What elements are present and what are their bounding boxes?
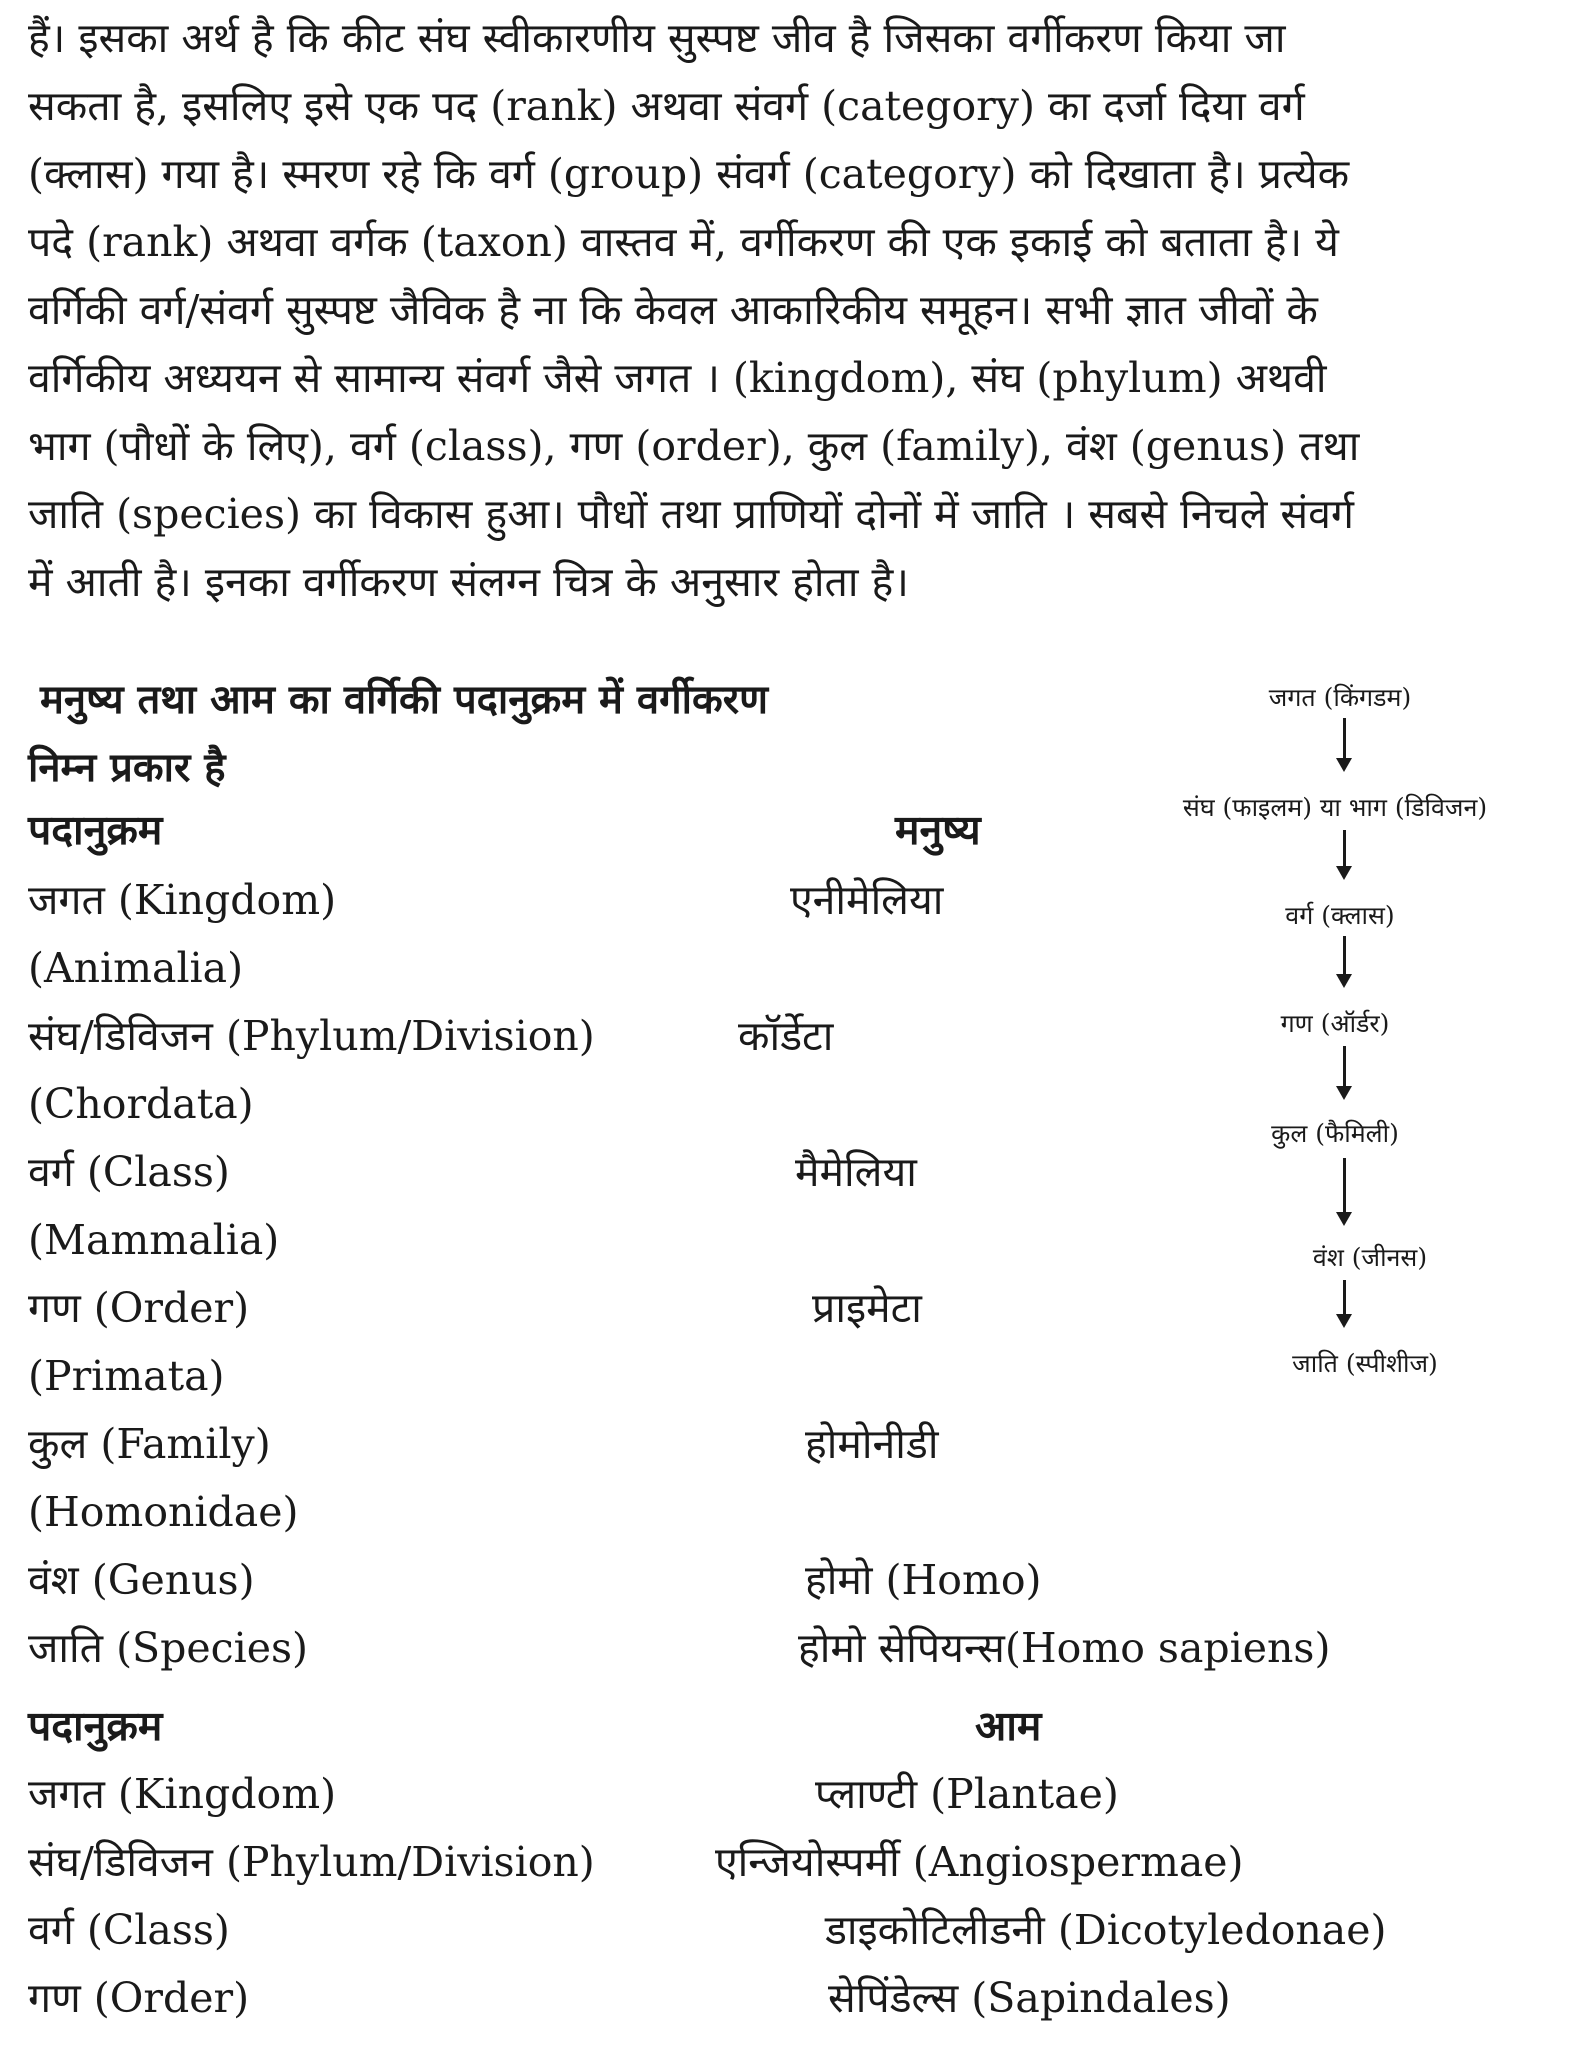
intro-line: भाग (पौधों के लिए), वर्ग (class), गण (order), कुल (family), वंश (genus) तथा: [28, 422, 1360, 470]
intro-line: सकता है, इसलिए इसे एक पद (rank) अथवा संवर्ग (category) का दर्जा दिया वर्ग: [28, 82, 1305, 130]
section-heading: मनुष्य तथा आम का वर्गिकी पदानुक्रम में वर्गीकरण: [40, 676, 768, 723]
table-row-rank: जगत (Kingdom): [28, 1770, 337, 1818]
diagram-label-kingdom: जगत (किंगडम): [1268, 683, 1412, 712]
table-header-rank: पदानुक्रम: [28, 806, 163, 854]
table-row-rank: गण (Order): [28, 1284, 250, 1332]
table-row-value: प्लाण्टी (Plantae): [815, 1770, 1119, 1818]
section-heading-line2: निम्न प्रकार है: [28, 744, 226, 791]
table-row-value: एन्जियोस्पर्मी (Angiospermae): [715, 1838, 1244, 1886]
table-row-value: प्राइमेटा: [812, 1284, 922, 1332]
diagram-label-genus: वंश (जीनस): [1312, 1243, 1428, 1272]
table-row-rank: गण (Order): [28, 1974, 250, 2022]
table-row-sub: (Animalia): [28, 944, 244, 992]
table-header-rank: पदानुक्रम: [28, 1702, 163, 1750]
intro-line: वर्गिकीय अध्ययन से सामान्य संवर्ग जैसे जगत । (kingdom), संघ (phylum) अथवी: [28, 354, 1327, 402]
down-arrow-icon: [1343, 718, 1346, 768]
diagram-label-species: जाति (स्पीशीज): [1292, 1349, 1438, 1378]
hierarchy-diagram: [1110, 680, 1570, 1420]
table-row-value: होमोनीडी: [805, 1420, 939, 1468]
table-row-rank: वर्ग (Class): [28, 1906, 230, 1954]
table-header-human: मनुष्य: [895, 806, 981, 854]
table-row-value: एनीमेलिया: [790, 876, 944, 924]
table-row-value: मैमेलिया: [795, 1148, 917, 1196]
down-arrow-icon: [1343, 1046, 1346, 1096]
diagram-label-family: कुल (फैमिली): [1271, 1119, 1399, 1148]
intro-line: हैं। इसका अर्थ है कि कीट संघ स्वीकारणीय सुस्पष्ट जीव है जिसका वर्गीकरण किया जा: [28, 14, 1286, 62]
down-arrow-icon: [1343, 830, 1346, 876]
intro-line: जाति (species) का विकास हुआ। पौधों तथा प्राणियों दोनों में जाति । सबसे निचले संवर्ग: [28, 490, 1354, 538]
table-row-sub: (Primata): [28, 1352, 225, 1400]
table-row-sub: (Chordata): [28, 1080, 254, 1128]
intro-line: में आती है। इनका वर्गीकरण संलग्न चित्र के अनुसार होता है।: [28, 558, 909, 606]
table-row-value: डाइकोटिलीडनी (Dicotyledonae): [825, 1906, 1387, 1954]
table-row-rank: वर्ग (Class): [28, 1148, 230, 1196]
table-row-rank: संघ/डिविजन (Phylum/Division): [28, 1838, 595, 1886]
table-row-rank: जगत (Kingdom): [28, 876, 337, 924]
table-row-sub: (Homonidae): [28, 1488, 299, 1536]
down-arrow-icon: [1343, 1280, 1346, 1324]
diagram-label-order: गण (ऑर्डर): [1280, 1009, 1390, 1038]
diagram-label-class: वर्ग (क्लास): [1285, 901, 1395, 930]
table-row-value: होमो (Homo): [805, 1556, 1042, 1604]
table-row-rank: संघ/डिविजन (Phylum/Division): [28, 1012, 595, 1060]
intro-line: (क्लास) गया है। स्मरण रहे कि वर्ग (group) संवर्ग (category) को दिखाता है। प्रत्येक: [28, 150, 1350, 198]
table-row-rank: कुल (Family): [28, 1420, 271, 1468]
table-row-value: होमो सेपियन्स(Homo sapiens): [798, 1624, 1331, 1672]
diagram-label-phylum: संघ (फाइलम) या भाग (डिविजन): [1182, 793, 1488, 822]
table-row-rank: वंश (Genus): [28, 1556, 255, 1604]
table-row-value: सेपिंडेल्स (Sapindales): [828, 1974, 1231, 2022]
table-row-rank: जाति (Species): [28, 1624, 309, 1672]
table-row-sub: (Mammalia): [28, 1216, 280, 1264]
down-arrow-icon: [1343, 936, 1346, 984]
table-header-mango: आम: [975, 1702, 1042, 1750]
down-arrow-icon: [1343, 1158, 1346, 1222]
intro-line: वर्गिकी वर्ग/संवर्ग सुस्पष्ट जैविक है ना कि केवल आकारिकीय समूहन। सभी ज्ञात जीवों के: [28, 286, 1318, 334]
intro-line: पदे (rank) अथवा वर्गक (taxon) वास्तव में, वर्गीकरण की एक इकाई को बताता है। ये: [28, 218, 1339, 266]
table-row-value: कॉर्डेटा: [738, 1012, 834, 1060]
